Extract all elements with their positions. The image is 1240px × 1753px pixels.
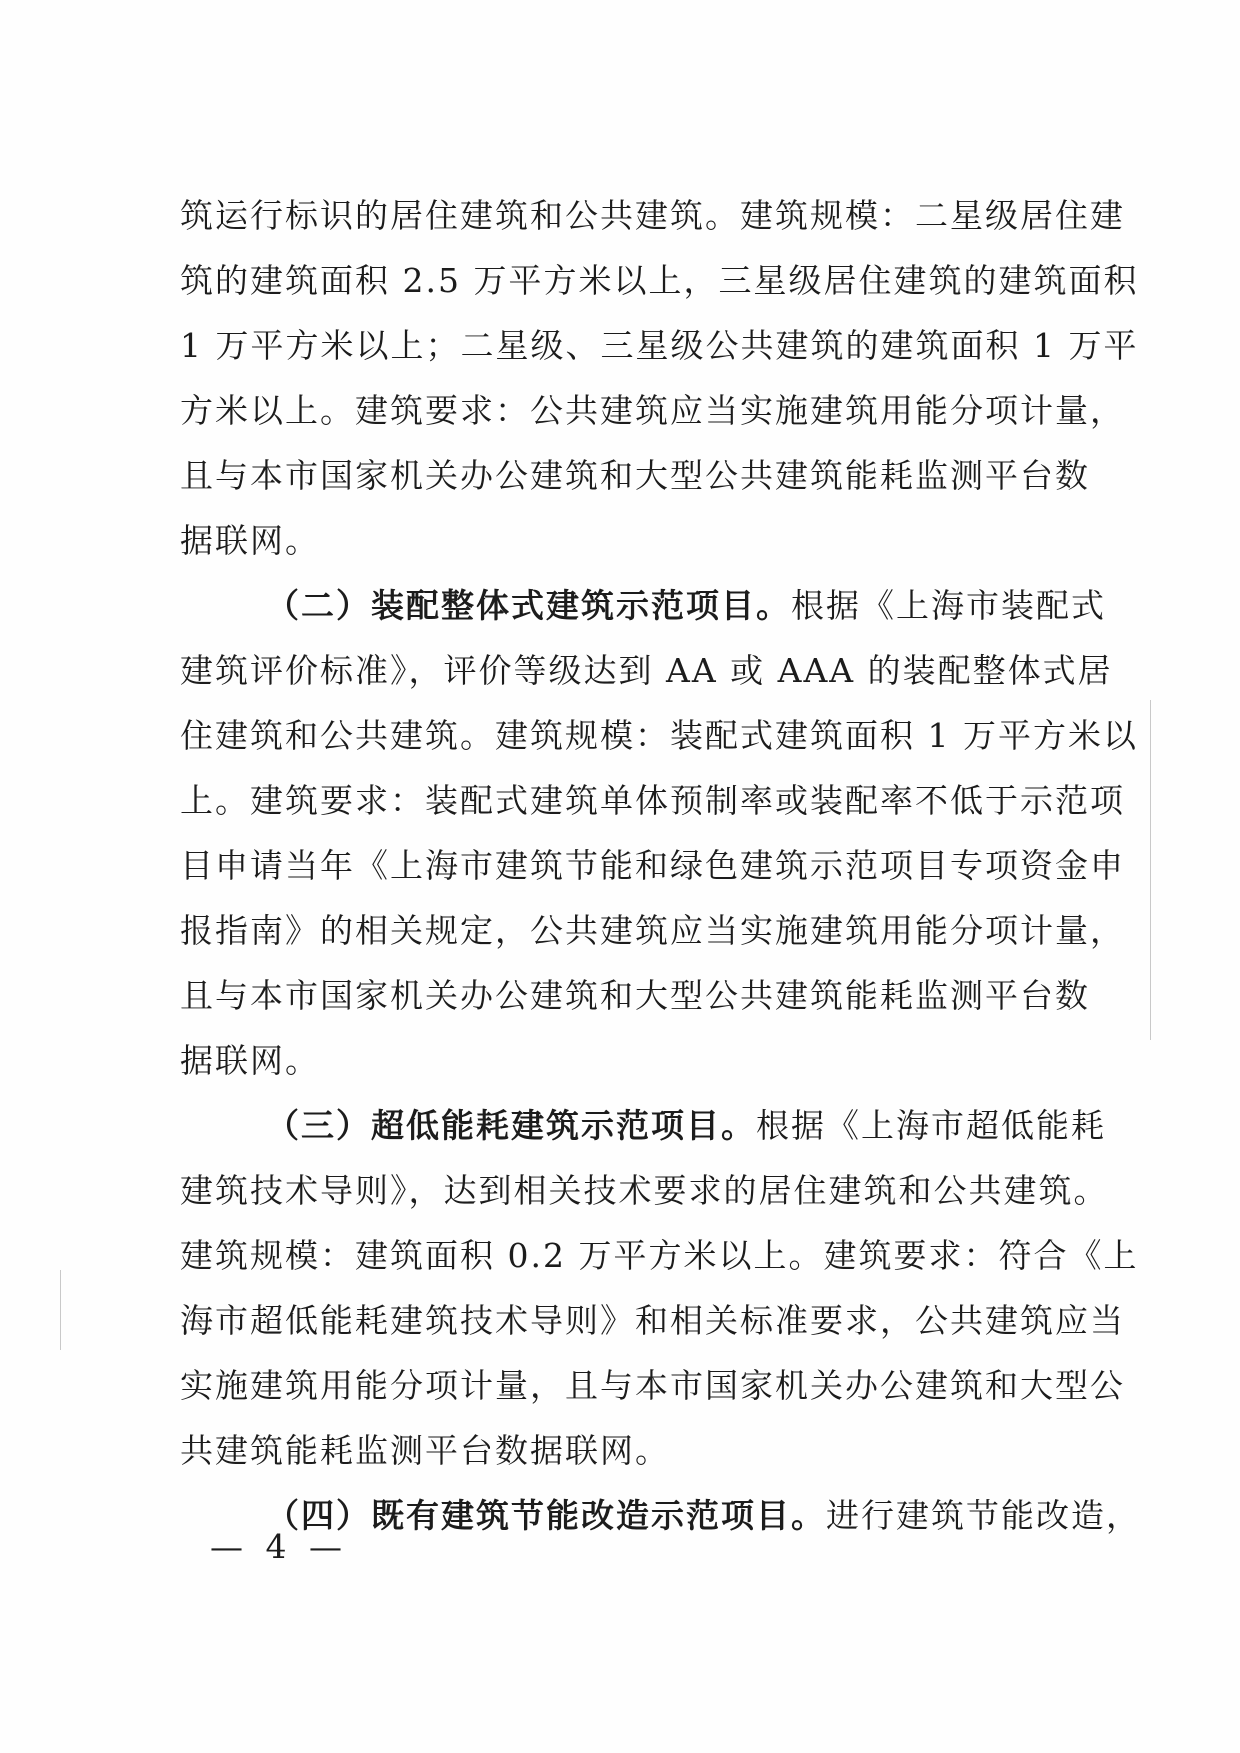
text-line [180, 443, 1090, 508]
text-line [180, 313, 1139, 378]
text-line [180, 1418, 1038, 1483]
text-line [180, 1288, 1125, 1353]
text-line [180, 963, 1090, 1028]
line-text: 据联网。 [180, 1041, 320, 1080]
line-text: 住建筑和公共建筑。建筑规模：装配式建筑面积 1 万平方米以 [180, 716, 1138, 755]
line-text: 建筑规模：建筑面积 0.2 万平方米以上。建筑要求：符合《上 [180, 1236, 1139, 1275]
text-line [180, 703, 1138, 768]
line-text: 建筑评价标准》，评价等级达到 AA 或 AAA 的装配整体式居 [180, 651, 1113, 690]
line-text: 海市超低能耗建筑技术导则》和相关标准要求，公共建筑应当 [180, 1301, 1125, 1340]
text-line [180, 378, 1125, 443]
line-text: 筑运行标识的居住建筑和公共建筑。建筑规模：二星级居住建 [180, 196, 1125, 235]
line-text: 根据《上海市装配式 [791, 586, 1106, 625]
line-text: 且与本市国家机关办公建筑和大型公共建筑能耗监测平台数 [180, 456, 1090, 495]
text-line [180, 248, 1139, 313]
line-text: 方米以上。建筑要求：公共建筑应当实施建筑用能分项计量， [180, 391, 1125, 430]
line-text: 建筑技术导则》，达到相关技术要求的居住建筑和公共建筑。 [180, 1171, 1109, 1210]
line-text: 且与本市国家机关办公建筑和大型公共建筑能耗监测平台数 [180, 976, 1090, 1015]
line-text: 目申请当年《上海市建筑节能和绿色建筑示范项目专项资金申 [180, 846, 1125, 885]
text-line [180, 638, 1113, 703]
scan-mark [1150, 700, 1151, 1040]
text-line [180, 573, 1106, 638]
text-line [180, 1028, 1038, 1093]
text-line [180, 508, 1038, 573]
text-line [180, 1093, 1106, 1158]
page-number: — 4 — [210, 1527, 348, 1566]
line-text: 筑的建筑面积 2.5 万平方米以上，三星级居住建筑的建筑面积 [180, 261, 1139, 300]
text-line [180, 768, 1125, 833]
text-line [180, 1158, 1109, 1223]
section-heading: （三）超低能耗建筑示范项目。 [266, 1106, 756, 1145]
line-text: 1 万平方米以上；二星级、三星级公共建筑的建筑面积 1 万平 [180, 326, 1139, 365]
line-text: 上。建筑要求：装配式建筑单体预制率或装配率不低于示范项 [180, 781, 1125, 820]
text-line [180, 183, 1125, 248]
section-heading: （四）既有建筑节能改造示范项目。 [266, 1496, 826, 1535]
text-line [180, 833, 1125, 898]
text-line [180, 898, 1125, 963]
line-text: 实施建筑用能分项计量，且与本市国家机关办公建筑和大型公 [180, 1366, 1125, 1405]
scan-mark [60, 1270, 61, 1350]
line-text: 进行建筑节能改造， [826, 1496, 1141, 1535]
text-line [180, 1223, 1139, 1288]
line-text: 据联网。 [180, 521, 320, 560]
body-text [180, 183, 1141, 1548]
text-line [180, 1353, 1125, 1418]
line-text: 共建筑能耗监测平台数据联网。 [180, 1431, 670, 1470]
section-heading: （二）装配整体式建筑示范项目。 [266, 586, 791, 625]
line-text: 报指南》的相关规定，公共建筑应当实施建筑用能分项计量， [180, 911, 1125, 950]
line-text: 根据《上海市超低能耗 [756, 1106, 1106, 1145]
